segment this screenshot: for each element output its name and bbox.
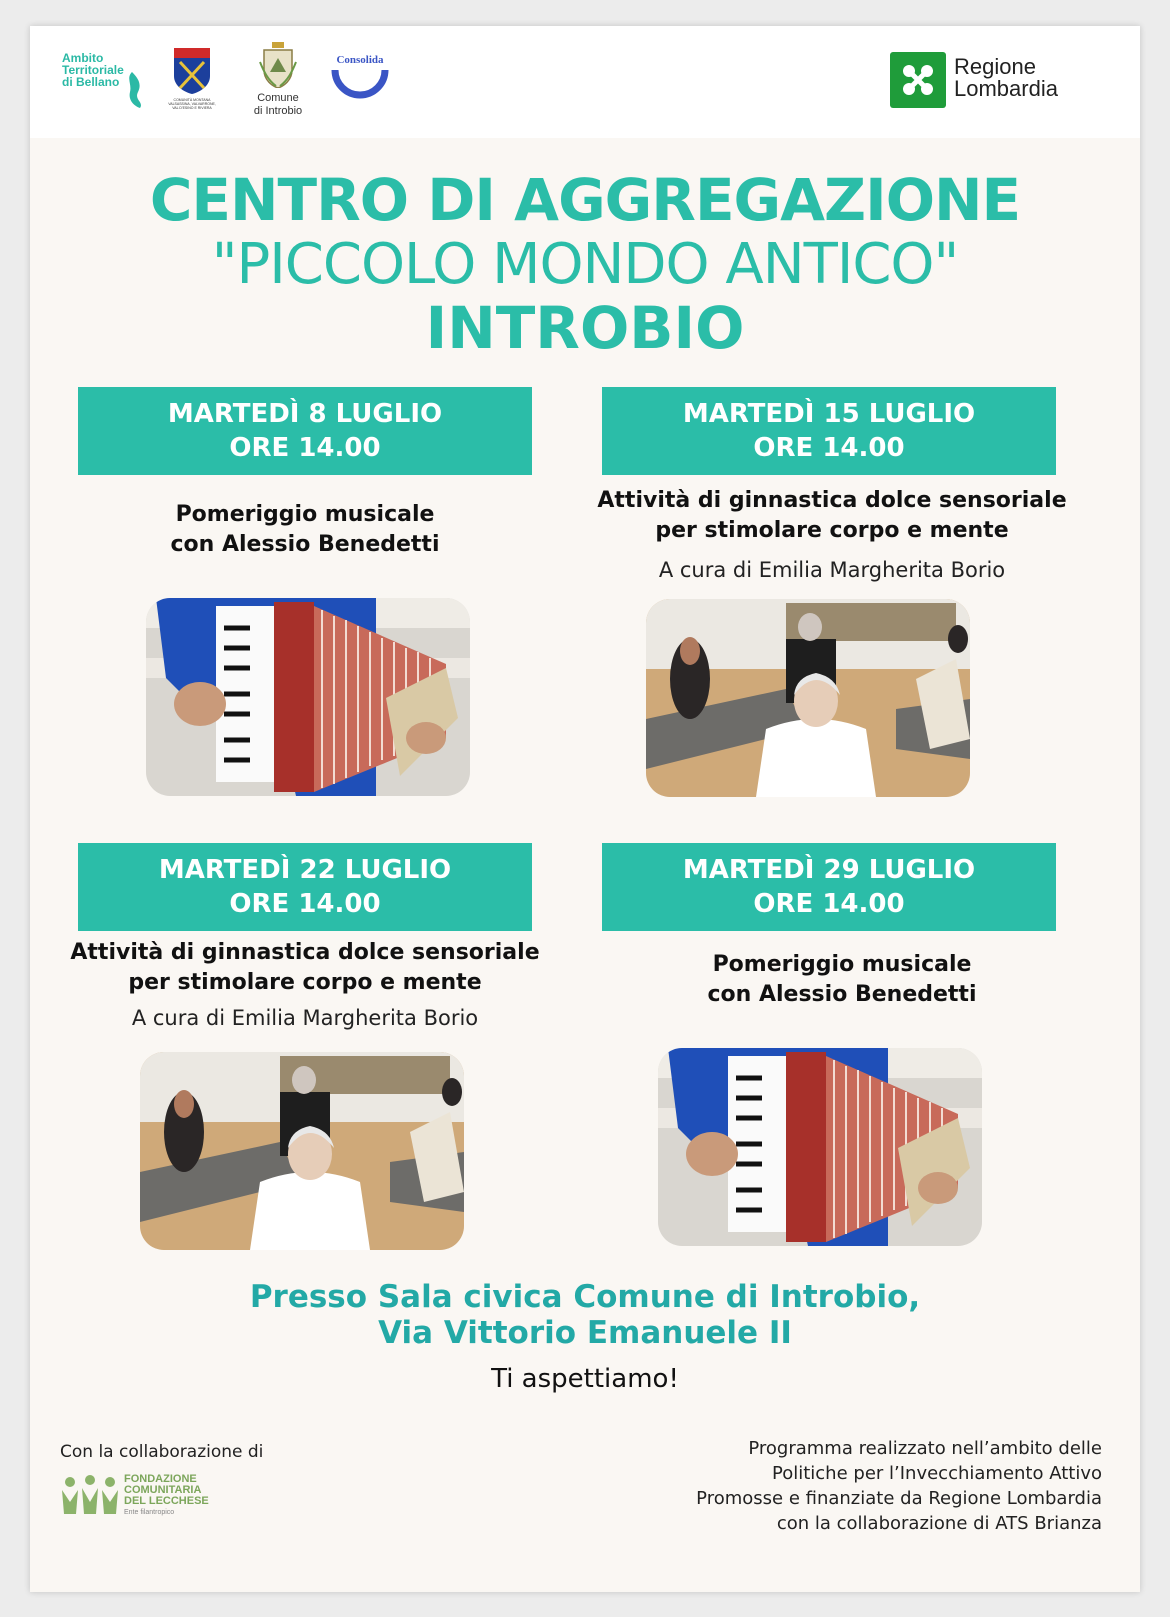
people-icon [60, 1472, 120, 1516]
ambito-logo-line: Ambito [62, 51, 104, 65]
event-date: MARTEDÌ 15 LUGLIO [682, 399, 976, 429]
location-text [30, 1279, 1140, 1351]
credits-line: Promosse e finanziate da Regione Lombardia [696, 1488, 1102, 1509]
event-time: ORE 14.00 [753, 889, 905, 919]
fondazione-lecchese-logo [60, 1472, 220, 1518]
event-1-accordion-photo [146, 598, 470, 796]
event-time: ORE 14.00 [229, 433, 381, 463]
location-line: Via Vittorio Emanuele II [378, 1315, 792, 1351]
logo-header [30, 26, 1140, 138]
event-2-curator: A cura di Emilia Margherita Borio [658, 558, 1006, 582]
consolida-logo [330, 54, 390, 108]
event-4-accordion-photo [658, 1048, 982, 1246]
event-3-date-banner [78, 843, 532, 931]
collaboration-label: Con la collaborazione di [60, 1442, 264, 1462]
event-date: MARTEDÌ 8 LUGLIO [167, 399, 443, 429]
event-poster [30, 26, 1140, 1592]
half-ring-icon [331, 66, 389, 100]
event-time: ORE 14.00 [229, 889, 381, 919]
activity-line: per stimolare corpo e mente [655, 518, 1009, 543]
activity-line: con Alessio Benedetti [707, 982, 977, 1007]
fondazione-logo-line: DEL LECCHESE [124, 1495, 209, 1507]
event-date: MARTEDÌ 22 LUGLIO [158, 855, 452, 885]
title-line-2: "PICCOLO MONDO ANTICO" [211, 232, 959, 297]
comune-caption: di Introbio [253, 105, 303, 117]
coat-of-arms-icon [258, 42, 298, 88]
event-4-activity [602, 950, 1082, 1010]
crest-icon [172, 48, 212, 94]
event-4-date-banner [602, 843, 1056, 931]
activity-line: con Alessio Benedetti [170, 532, 440, 557]
activity-line: Pomeriggio musicale [712, 952, 972, 977]
event-2-date-banner [602, 387, 1056, 475]
program-credits [696, 1436, 1102, 1536]
comune-caption: Comune [257, 92, 299, 104]
crest-caption: COMUNITÀ MONTANA [173, 98, 211, 102]
event-2-activity [552, 486, 1112, 546]
ambito-logo-line: Territoriale [62, 63, 124, 77]
crest-caption: VALSASSINA, VALVARRONE, [168, 102, 216, 106]
activity-line: per stimolare corpo e mente [128, 970, 482, 995]
regione-lombardia-logo [890, 50, 1090, 110]
title-line-1: CENTRO DI AGGREGAZIONE [149, 166, 1021, 234]
regione-logo-line: Lombardia [954, 76, 1058, 101]
consolida-caption: Consolida [336, 54, 384, 66]
event-1-activity [78, 500, 532, 560]
location-line: Presso Sala civica Comune di Introbio, [249, 1279, 921, 1315]
activity-line: Attività di ginnastica dolce sensoriale [597, 488, 1067, 513]
lake-shape-icon [120, 70, 150, 110]
ambito-logo-line: di Bellano [62, 75, 120, 89]
event-2-yoga-photo [646, 599, 970, 797]
event-date: MARTEDÌ 29 LUGLIO [682, 855, 976, 885]
event-3-curator: A cura di Emilia Margherita Borio [131, 1006, 479, 1030]
activity-line: Pomeriggio musicale [175, 502, 435, 527]
activity-line: Attività di ginnastica dolce sensoriale [70, 940, 540, 965]
credits-line: Politiche per l’Invecchiamento Attivo [772, 1463, 1102, 1484]
event-3-yoga-photo [140, 1052, 464, 1250]
crest-caption: VAL D'ESINO E RIVIERA [172, 106, 212, 110]
comune-introbio-logo [246, 42, 310, 126]
event-3-activity [30, 938, 580, 998]
title-line-3: INTROBIO [425, 294, 745, 362]
fondazione-logo-line: FONDAZIONE [124, 1473, 197, 1485]
event-time: ORE 14.00 [753, 433, 905, 463]
comunita-montana-logo [164, 48, 220, 120]
regione-mark-icon [890, 52, 946, 108]
fondazione-logo-line: COMUNITARIA [124, 1484, 202, 1496]
greeting-text: Ti aspettiamo! [491, 1364, 679, 1394]
credits-line: con la collaborazione di ATS Brianza [776, 1513, 1102, 1534]
regione-logo-line: Regione [954, 54, 1036, 79]
fondazione-logo-sub: Ente filantropico [124, 1509, 175, 1516]
event-1-date-banner [78, 387, 532, 475]
credits-line: Programma realizzato nell’ambito delle [748, 1438, 1102, 1459]
ambito-bellano-logo [62, 52, 152, 112]
